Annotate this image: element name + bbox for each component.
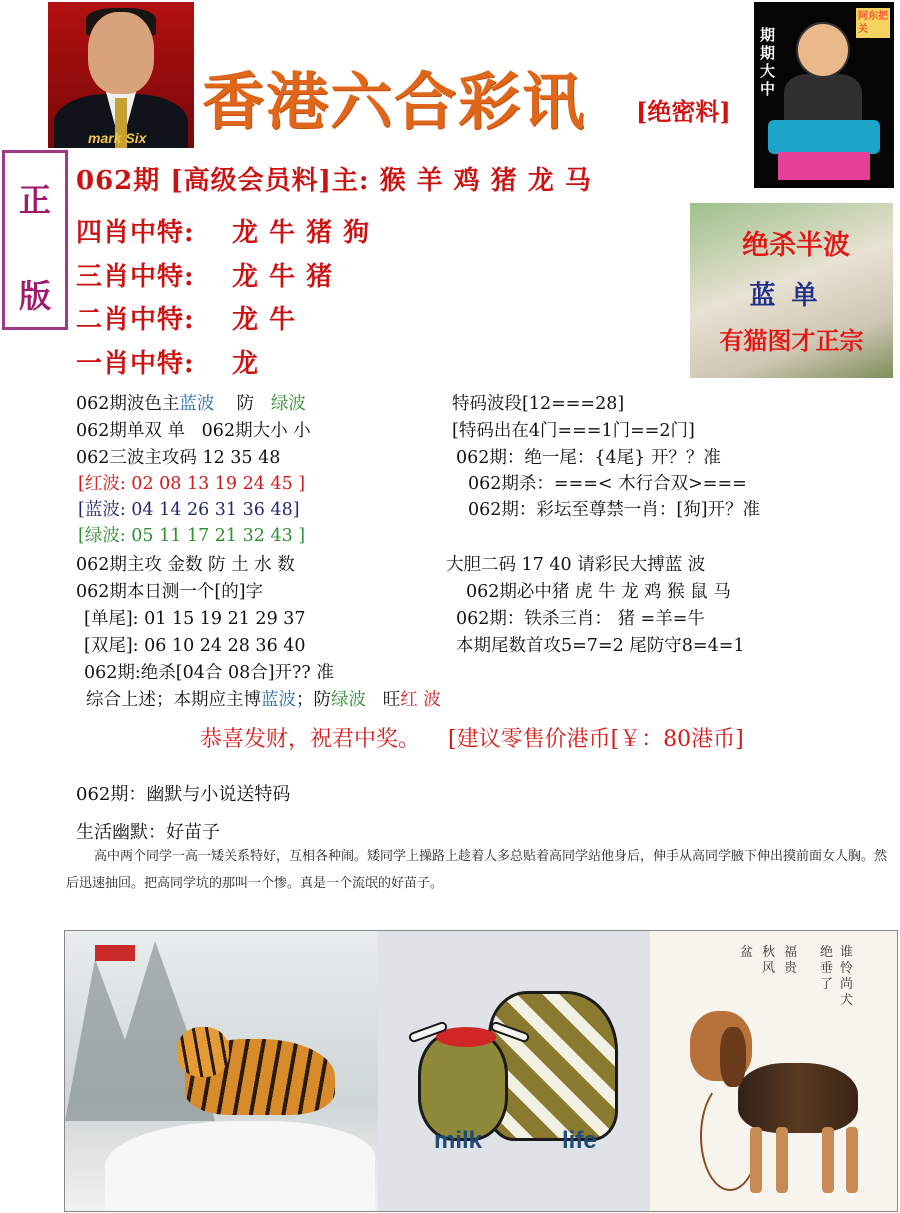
main-attack-line: 062期主攻 金数 防 土 水 数 — [76, 555, 295, 575]
wave-color-line — [76, 390, 306, 415]
kill-line: 062期:绝杀[04合 08合]开?? 准 — [84, 663, 334, 683]
one-tail-line: 062期：绝一尾：{4尾} 开？？准 — [456, 448, 721, 468]
congrats-text: 恭喜发财，祝君中奖。 — [200, 727, 421, 752]
kill-element-line: 062期杀：===< 木行合双>=== — [468, 474, 747, 494]
congrats-line — [200, 722, 744, 753]
wave-prefix: 062期波色主 — [76, 394, 180, 414]
cartoon-image — [754, 2, 894, 188]
wave-guard-prefix: 防 — [236, 394, 255, 414]
summary-mid: ；防 — [296, 690, 331, 710]
red-wave-line: [红波: 02 08 13 19 24 45 ] — [78, 474, 306, 494]
ox-cartoon — [378, 931, 650, 1212]
zodiac-images — [64, 930, 898, 1212]
joke-body: 高中两个同学一高一矮关系特好，互相各种闹。矮同学上操路上趁着人多总贴着高同学站他身后，伸手从高同学腋下伸出摸前面女人胸。然后迅速抽回。把高同学坑的那叫一个惨。真是一个流氓的好苗子。 — [66, 849, 888, 891]
tiger-painting — [65, 931, 378, 1212]
kitten-line-2: 蓝单 — [749, 281, 834, 311]
two-codes-line: 大胆二码 17 40 请彩民大搏蓝 波 — [446, 555, 706, 575]
page-subtitle: [绝密料] — [636, 97, 731, 126]
special-door-line: [特码出在4门===1门==2门] — [452, 421, 695, 441]
tier-key: 二肖中特: — [76, 305, 195, 335]
blue-wave-line: [蓝波: 04 14 26 31 36 48] — [78, 500, 300, 520]
tier-row — [76, 212, 370, 249]
page-title: 香港六合彩讯 — [202, 65, 587, 138]
tier-value: 龙 牛 — [232, 305, 297, 335]
single-tail-line: [单尾]: 01 15 19 21 29 37 — [84, 609, 306, 629]
summary-green: 绿波 — [331, 690, 366, 710]
stamp-top-char: 正 — [18, 181, 51, 219]
cartoon-left-label: 期期大中 — [760, 26, 776, 98]
kitten-box — [690, 203, 893, 378]
tier-key: 三肖中特: — [76, 262, 195, 292]
summary-red: 红 波 — [400, 690, 441, 710]
dog-painting: 谁怜尚犬 绝垂了 福贵 秋风 盆 — [650, 931, 898, 1212]
tier-value: 龙 — [232, 349, 260, 379]
portrait-brand: mark Six — [88, 130, 147, 146]
cartoon-right-label: 阿东把关 — [856, 8, 890, 38]
special-range-line: 特码波段[12===28] — [452, 394, 625, 414]
odd-even-line — [76, 417, 311, 442]
must-hit-line: 062期必中猪 虎 牛 龙 鸡 猴 鼠 马 — [466, 582, 731, 602]
joke-subtitle: 生活幽默：好苗子 — [76, 822, 220, 843]
summary-prefix: 综合上述；本期应主博 — [86, 690, 261, 710]
authentic-stamp — [2, 150, 68, 330]
daily-char-line: 062期本日测一个[的]字 — [76, 582, 264, 602]
price-text: [建议零售价港币[￥：80港币] — [448, 727, 744, 752]
ox-text-life: life — [562, 1127, 597, 1154]
forbidden-line: 062期：彩坛至尊禁一肖：[狗]开？准 — [468, 500, 761, 520]
summary-blue: 蓝波 — [261, 690, 296, 710]
green-wave-line: [绿波: 05 11 17 21 32 43 ] — [78, 526, 306, 546]
big-small: 062期大小 小 — [201, 421, 311, 441]
tier-row — [76, 256, 333, 293]
summary-line — [86, 686, 441, 711]
tier-row — [76, 299, 296, 336]
tier-value: 龙 牛 猪 狗 — [232, 218, 371, 248]
odd-even: 062期单双 单 — [76, 421, 185, 441]
wave-main: 蓝波 — [179, 394, 215, 414]
kitten-line-3: 有猫图才正宗 — [719, 326, 864, 355]
wave-guard: 绿波 — [270, 394, 306, 414]
iron-kill-line: 062期：铁杀三肖： 猪 =羊=牛 — [456, 609, 705, 629]
double-tail-line: [双尾]: 06 10 24 28 36 40 — [84, 636, 306, 656]
joke-title: 062期：幽默与小说送特码 — [76, 784, 291, 805]
portrait-photo — [48, 2, 194, 148]
tier-key: 一肖中特: — [76, 349, 195, 379]
stamp-bottom-char: 版 — [18, 277, 51, 315]
tier-key: 四肖中特: — [76, 218, 195, 248]
ox-text-milk: milk — [434, 1127, 483, 1154]
summary-wang: 旺 — [382, 690, 401, 710]
kitten-line-1: 绝杀半波 — [742, 230, 850, 261]
tier-value: 龙 牛 猪 — [232, 262, 334, 292]
main-line: 062期 [高级会员料]主: 猴 羊 鸡 猪 龙 马 — [76, 166, 592, 196]
three-wave-line: 062三波主攻码 12 35 48 — [76, 448, 281, 468]
tail-attack-line: 本期尾数首攻5=7=2 尾防守8=4=1 — [456, 636, 745, 656]
tier-row — [76, 343, 259, 380]
